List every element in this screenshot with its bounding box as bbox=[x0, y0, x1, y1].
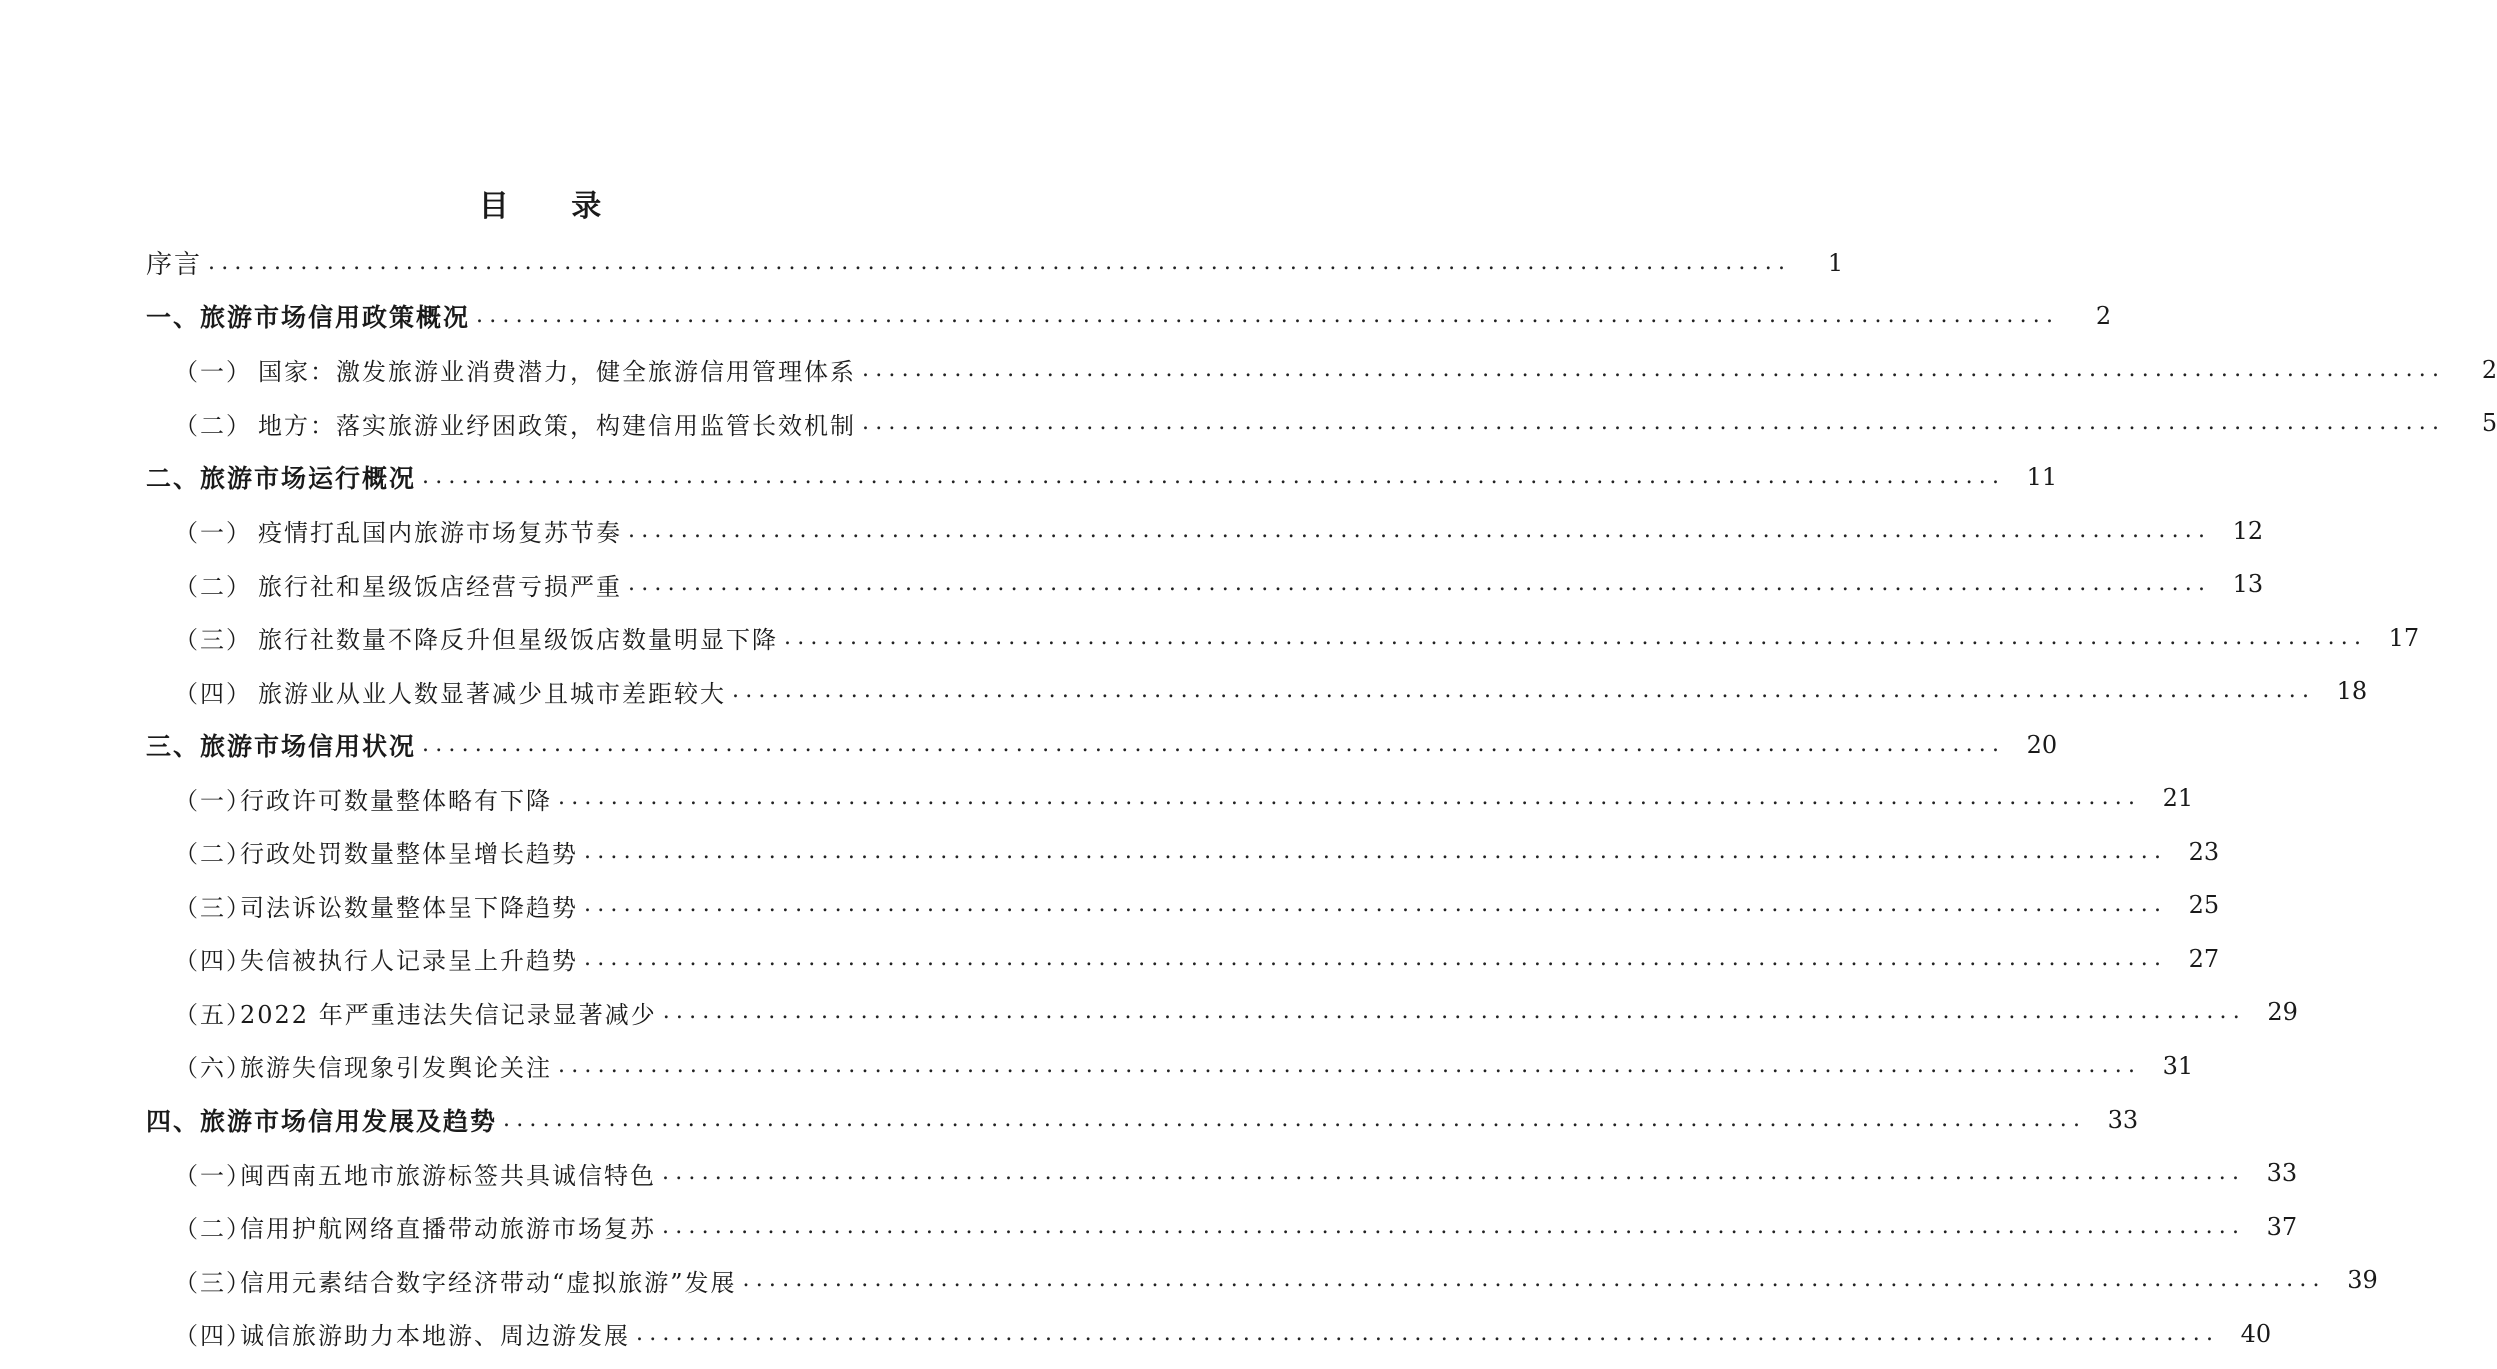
toc-subsection-entry[interactable] bbox=[0, 1039, 2194, 1093]
toc-section-entry[interactable] bbox=[0, 236, 1844, 290]
toc-page-number: 37 bbox=[2266, 1212, 2298, 1241]
toc-entry-label: 地方：落实旅游业纾困政策，构建信用监管长效机制 bbox=[258, 411, 856, 440]
toc-entry-label: 序言 bbox=[146, 250, 203, 281]
toc-entry-title bbox=[174, 781, 558, 816]
toc-subsection-entry[interactable] bbox=[0, 611, 2420, 665]
toc-entry-number: （一） bbox=[174, 1161, 252, 1190]
toc-page-number: 33 bbox=[2107, 1105, 2139, 1134]
toc-entry-title bbox=[146, 727, 422, 763]
toc-dot-leader: ........................................................................................................................ bbox=[662, 1213, 2246, 1239]
toc-entry-label: 信用元素结合数字经济带动“虚拟旅游”发展 bbox=[240, 1268, 737, 1297]
toc-entry-title bbox=[174, 995, 663, 1030]
toc-entry-number: （一） bbox=[174, 358, 252, 387]
toc-dot-leader: ........................................................................................................................ bbox=[628, 517, 2212, 543]
toc-title: 目 录 bbox=[478, 189, 628, 224]
toc-entry-title bbox=[146, 298, 476, 334]
toc-page-number: 2 bbox=[2481, 355, 2497, 384]
toc-entry-number: （四） bbox=[174, 1322, 252, 1351]
toc-dot-leader: ........................................................................................................................ bbox=[558, 1052, 2142, 1078]
toc-entry-label: 行政许可数量整体略有下降 bbox=[240, 786, 552, 815]
toc-page-number: 18 bbox=[2336, 677, 2368, 706]
toc-subsection-entry[interactable] bbox=[0, 1253, 2378, 1307]
toc-entry-label: 失信被执行人记录呈上升趋势 bbox=[240, 947, 578, 976]
toc-entry-title bbox=[174, 620, 784, 655]
toc-entry-label: 三、旅游市场信用状况 bbox=[146, 731, 417, 761]
toc-entry-title bbox=[174, 941, 584, 976]
toc-subsection-entry[interactable] bbox=[0, 664, 2368, 718]
toc-dot-leader: ........................................................................................................................ bbox=[208, 249, 1792, 275]
toc-entry-number: （一） bbox=[174, 519, 252, 547]
toc-section-entry[interactable] bbox=[0, 450, 2058, 504]
toc-section-entry[interactable] bbox=[0, 718, 2058, 772]
toc-entry-title bbox=[146, 1102, 503, 1138]
toc-page-number: 31 bbox=[2162, 1051, 2194, 1080]
toc-section-entry[interactable] bbox=[0, 290, 2112, 344]
toc-entry-label: 信用护航网络直播带动旅游市场复苏 bbox=[240, 1215, 656, 1244]
toc-subsection-entry[interactable] bbox=[0, 397, 2497, 451]
toc-subsection-entry[interactable] bbox=[0, 1146, 2298, 1200]
toc-entry-label: 四、旅游市场信用发展及趋势 bbox=[146, 1106, 498, 1136]
toc-dot-leader: ........................................................................................................................ bbox=[584, 838, 2168, 864]
toc-entry-number: （四） bbox=[174, 947, 252, 976]
toc-list bbox=[0, 236, 2497, 1360]
toc-page-number: 33 bbox=[2266, 1159, 2298, 1188]
toc-subsection-entry[interactable] bbox=[0, 825, 2220, 879]
toc-subsection-entry[interactable] bbox=[0, 879, 2220, 933]
toc-dot-leader: ........................................................................................................................ bbox=[742, 1267, 2326, 1293]
toc-page-number: 39 bbox=[2347, 1266, 2378, 1295]
toc-subsection-entry[interactable] bbox=[0, 557, 2264, 611]
toc-page-number: 21 bbox=[2162, 784, 2194, 813]
toc-entry-title bbox=[174, 1209, 662, 1244]
toc-subsection-entry[interactable] bbox=[0, 1200, 2298, 1254]
toc-entry-title bbox=[174, 1316, 636, 1351]
toc-entry-number: （三） bbox=[174, 1268, 252, 1297]
toc-entry-title bbox=[174, 513, 628, 548]
toc-subsection-entry[interactable] bbox=[0, 343, 2497, 397]
toc-dot-leader: ........................................................................................................................ bbox=[422, 463, 2006, 489]
toc-dot-leader: ........................................................................................................................ bbox=[662, 999, 2246, 1025]
toc-dot-leader: ........................................................................................................................ bbox=[636, 1320, 2220, 1346]
toc-page-number: 11 bbox=[2026, 462, 2058, 491]
toc-entry-label: 司法诉讼数量整体呈下降趋势 bbox=[240, 893, 578, 922]
toc-entry-label: 旅行社数量不降反升但星级饭店数量明显下降 bbox=[258, 626, 778, 655]
toc-dot-leader: ........................................................................................................................ bbox=[584, 892, 2168, 918]
toc-entry-number: （五） bbox=[174, 1000, 252, 1029]
toc-entry-number: （四） bbox=[174, 679, 252, 708]
toc-entry-number: （二） bbox=[174, 572, 252, 601]
toc-dot-leader: ........................................................................................................................ bbox=[628, 571, 2212, 597]
toc-entry-title bbox=[174, 888, 584, 923]
toc-page-number: 40 bbox=[2240, 1319, 2272, 1348]
toc-entry-label: 二、旅游市场运行概况 bbox=[146, 463, 417, 493]
toc-entry-title bbox=[146, 459, 422, 495]
toc-subsection-entry[interactable] bbox=[0, 771, 2194, 825]
toc-page-number: 13 bbox=[2232, 570, 2264, 599]
toc-entry-title bbox=[174, 1263, 743, 1298]
toc-entry-number: （六） bbox=[174, 1054, 252, 1083]
toc-entry-number: （一） bbox=[174, 786, 252, 815]
toc-entry-label: 一、旅游市场信用政策概况 bbox=[146, 303, 471, 333]
toc-dot-leader: ........................................................................................................................ bbox=[784, 624, 2368, 650]
toc-page-number: 2 bbox=[2095, 302, 2112, 331]
toc-page-number: 25 bbox=[2188, 891, 2220, 920]
toc-subsection-entry[interactable] bbox=[0, 504, 2264, 558]
toc-entry-number: （二） bbox=[174, 1215, 252, 1244]
toc-page-number: 29 bbox=[2267, 998, 2298, 1027]
toc-entry-title bbox=[174, 352, 862, 387]
toc-page-number: 23 bbox=[2188, 837, 2220, 866]
toc-page-number: 1 bbox=[1827, 248, 1844, 277]
toc-dot-leader: ........................................................................................................................ bbox=[862, 356, 2446, 382]
toc-entry-label: 国家：激发旅游业消费潜力，健全旅游信用管理体系 bbox=[258, 358, 856, 387]
toc-dot-leader: ........................................................................................................................ bbox=[584, 945, 2168, 971]
toc-entry-label: 行政处罚数量整体呈增长趋势 bbox=[240, 840, 578, 869]
toc-entry-title bbox=[174, 1048, 558, 1083]
toc-dot-leader: ........................................................................................................................ bbox=[662, 1160, 2246, 1186]
toc-entry-title bbox=[174, 674, 732, 709]
toc-entry-label: 闽西南五地市旅游标签共具诚信特色 bbox=[240, 1161, 656, 1190]
toc-entry-label: 旅游失信现象引发舆论关注 bbox=[240, 1054, 552, 1083]
toc-subsection-entry[interactable] bbox=[0, 986, 2298, 1040]
toc-dot-leader: ........................................................................................................................ bbox=[476, 303, 2060, 329]
toc-entry-label: 2022 年严重违法失信记录显著减少 bbox=[240, 1000, 657, 1029]
toc-dot-leader: ........................................................................................................................ bbox=[862, 410, 2446, 436]
toc-entry-title bbox=[174, 406, 862, 441]
toc-entry-title bbox=[174, 1156, 662, 1191]
toc-dot-leader: ........................................................................................................................ bbox=[558, 785, 2142, 811]
toc-page-number: 5 bbox=[2481, 409, 2497, 438]
toc-entry-number: （二） bbox=[174, 840, 252, 869]
toc-dot-leader: ........................................................................................................................ bbox=[732, 678, 2316, 704]
toc-dot-leader: ........................................................................................................................ bbox=[503, 1106, 2087, 1132]
toc-page-number: 27 bbox=[2188, 944, 2220, 973]
toc-page-number: 12 bbox=[2232, 516, 2264, 545]
toc-section-entry[interactable] bbox=[0, 1093, 2139, 1147]
toc-entry-label: 旅行社和星级饭店经营亏损严重 bbox=[258, 572, 622, 601]
toc-entry-number: （三） bbox=[174, 626, 252, 655]
toc-entry-title bbox=[146, 244, 208, 281]
toc-page-number: 17 bbox=[2388, 623, 2420, 652]
toc-entry-label: 疫情打乱国内旅游市场复苏节奏 bbox=[258, 519, 622, 547]
toc-subsection-entry[interactable] bbox=[0, 1307, 2272, 1361]
toc-entry-number: （二） bbox=[174, 411, 252, 440]
toc-subsection-entry[interactable] bbox=[0, 932, 2220, 986]
toc-entry-title bbox=[174, 834, 584, 869]
toc-entry-label: 诚信旅游助力本地游、周边游发展 bbox=[240, 1322, 630, 1351]
toc-page-number: 20 bbox=[2026, 730, 2058, 759]
toc-entry-title bbox=[174, 567, 628, 602]
toc-dot-leader: ........................................................................................................................ bbox=[422, 731, 2006, 757]
toc-entry-number: （三） bbox=[174, 893, 252, 922]
toc-entry-label: 旅游业从业人数显著减少且城市差距较大 bbox=[258, 679, 726, 708]
